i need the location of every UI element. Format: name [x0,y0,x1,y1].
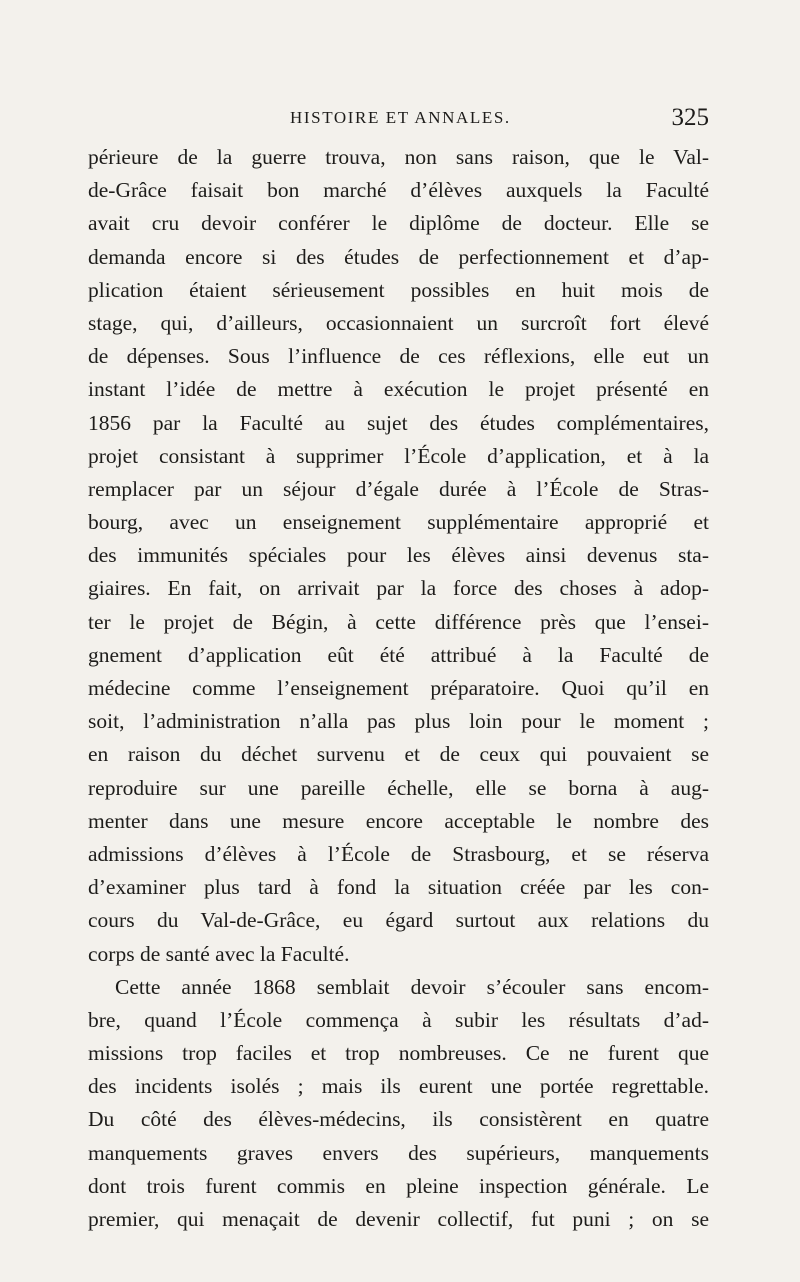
text-line: remplacer par un séjour d’égale durée à l’École de Stras- [88,476,709,501]
text-line: projet consistant à supprimer l’École d’application, et à la [88,443,709,468]
text-line: plication étaient sérieusement possibles en huit mois de [88,277,709,302]
text-line: 1856 par la Faculté au sujet des études complémentaires, [88,410,709,435]
text-line: stage, qui, d’ailleurs, occasionnaient un surcroît fort élevé [88,310,709,335]
text-line: de-Grâce faisait bon marché d’élèves auxquels la Faculté [88,178,709,203]
text-line: soit, l’administration n’alla pas plus loin pour le moment ; [88,709,709,734]
text-line-paragraph-start: Cette année 1868 semblait devoir s’écouler sans encom- [115,974,709,999]
text-line: bre, quand l’École commença à subir les résultats d’ad- [88,1007,709,1032]
text-line: des incidents isolés ; mais ils eurent une portée regrettable. [88,1074,709,1099]
text-line: d’examiner plus tard à fond la situation créée par les con- [88,875,709,900]
text-line: reproduire sur une pareille échelle, elle se borna à aug- [88,775,709,800]
text-line: gnement d’application eût été attribué à la Faculté de [88,642,709,667]
text-line: médecine comme l’enseignement préparatoire. Quoi qu’il en [88,676,709,700]
text-line: admissions d’élèves à l’École de Strasbourg, et se réserva [88,841,709,866]
text-line: demanda encore si des études de perfectionnement et d’ap- [88,244,709,269]
running-title: HISTOIRE ET ANNALES. [290,108,511,127]
text-line: en raison du déchet survenu et de ceux qui pouvaient se [88,742,709,767]
text-line: manquements graves envers des supérieurs, manquements [88,1140,709,1165]
text-line: premier, qui menaçait de devenir collectif, fut puni ; on se [88,1207,709,1231]
text-line-paragraph-end: corps de santé avec la Faculté. [88,941,350,966]
text-line: périeure de la guerre trouva, non sans raison, que le Val- [88,145,709,169]
running-header [88,104,709,134]
text-line: missions trop faciles et trop nombreuses. Ce ne furent que [88,1041,709,1066]
text-line: bourg, avec un enseignement supplémentaire approprié et [88,510,709,535]
text-line: de dépenses. Sous l’influence de ces réflexions, elle eut un [88,344,709,369]
page-number: 325 [671,104,709,131]
text-line: Du côté des élèves-médecins, ils consistèrent en quatre [88,1107,709,1132]
text-line: ter le projet de Bégin, à cette différence près que l’ensei- [88,609,709,634]
text-line: instant l’idée de mettre à exécution le projet présenté en [88,377,709,402]
text-line: des immunités spéciales pour les élèves ainsi devenus sta- [88,543,709,568]
text-line: giaires. En fait, on arrivait par la force des choses à adop- [88,576,709,601]
text-line: menter dans une mesure encore acceptable le nombre des [88,808,709,833]
text-line: avait cru devoir conférer le diplôme de docteur. Elle se [88,211,709,236]
text-line: dont trois furent commis en pleine inspection générale. Le [88,1173,709,1198]
text-line: cours du Val-de-Grâce, eu égard surtout aux relations du [88,908,709,933]
body-text [88,141,709,1236]
